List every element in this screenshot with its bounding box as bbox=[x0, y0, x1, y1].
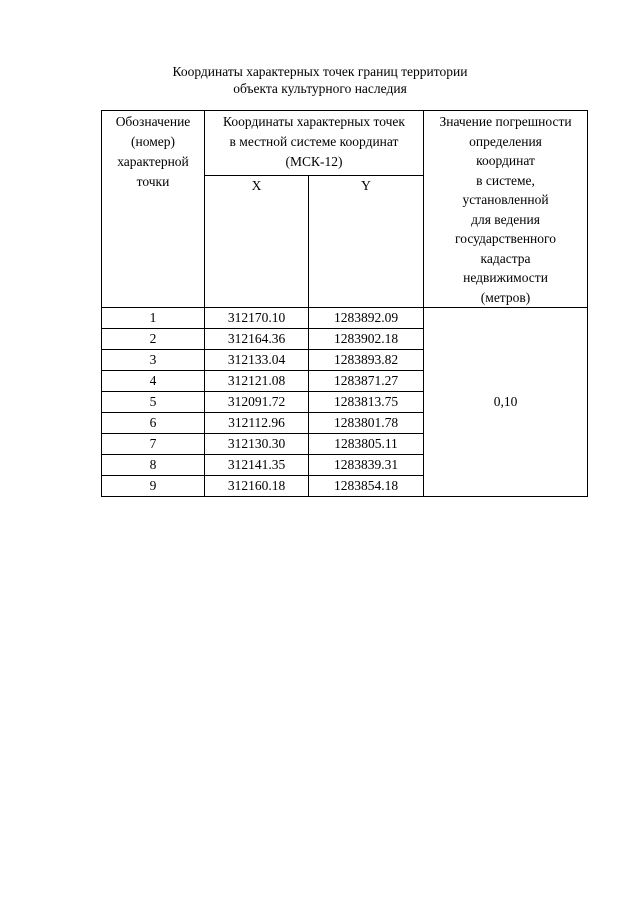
cell-y: 1283805.11 bbox=[309, 434, 424, 455]
header-error-line: для ведения bbox=[471, 211, 540, 227]
header-error-line: определения bbox=[469, 133, 542, 149]
cell-y: 1283893.82 bbox=[309, 350, 424, 371]
header-error-line: в системе, bbox=[476, 172, 535, 188]
cell-x: 312170.10 bbox=[205, 308, 309, 329]
header-coordinates-line: в местной системе координат bbox=[229, 134, 399, 149]
cell-x: 312141.35 bbox=[205, 455, 309, 476]
cell-point-number: 1 bbox=[102, 308, 205, 329]
cell-y: 1283892.09 bbox=[309, 308, 424, 329]
header-coordinates bbox=[205, 111, 424, 176]
cell-x: 312121.08 bbox=[205, 371, 309, 392]
cell-error-value: 0,10 bbox=[424, 308, 588, 497]
coordinates-table bbox=[101, 110, 588, 497]
cell-x: 312130.30 bbox=[205, 434, 309, 455]
cell-point-number: 6 bbox=[102, 413, 205, 434]
header-y: Y bbox=[309, 175, 424, 307]
cell-x: 312164.36 bbox=[205, 329, 309, 350]
document-title-line-2: объекта культурного наследия bbox=[233, 81, 407, 96]
document-title bbox=[0, 63, 640, 97]
cell-y: 1283839.31 bbox=[309, 455, 424, 476]
cell-y: 1283801.78 bbox=[309, 413, 424, 434]
cell-x: 312091.72 bbox=[205, 392, 309, 413]
header-point-number bbox=[102, 111, 205, 308]
header-x: X bbox=[205, 175, 309, 307]
header-error-line: недвижимости bbox=[463, 270, 548, 285]
cell-point-number: 5 bbox=[102, 392, 205, 413]
header-point-number-line: Обозначение bbox=[115, 114, 191, 129]
header-error-value bbox=[424, 111, 588, 308]
header-error-line: установленной bbox=[462, 192, 549, 207]
cell-point-number: 8 bbox=[102, 455, 205, 476]
header-point-number-line: точки bbox=[136, 174, 170, 189]
cell-point-number: 2 bbox=[102, 329, 205, 350]
header-error-line: государственного bbox=[455, 231, 556, 246]
header-error-line: координат bbox=[476, 153, 535, 168]
table-body bbox=[102, 308, 588, 497]
header-point-number-line: (номер) bbox=[131, 134, 175, 149]
header-point-number-line: характерной bbox=[117, 154, 189, 169]
cell-y: 1283902.18 bbox=[309, 329, 424, 350]
table-row bbox=[102, 308, 588, 329]
cell-point-number: 3 bbox=[102, 350, 205, 371]
cell-y: 1283813.75 bbox=[309, 392, 424, 413]
cell-x: 312112.96 bbox=[205, 413, 309, 434]
header-coordinates-line: Координаты характерных точек bbox=[223, 114, 405, 129]
table-header-row bbox=[102, 111, 588, 176]
cell-x: 312160.18 bbox=[205, 476, 309, 497]
header-coordinates-line: (МСК-12) bbox=[285, 154, 343, 169]
document-title-line-1: Координаты характерных точек границ территории bbox=[172, 64, 468, 79]
cell-point-number: 9 bbox=[102, 476, 205, 497]
header-error-line: кадастра bbox=[480, 250, 531, 266]
cell-x: 312133.04 bbox=[205, 350, 309, 371]
header-error-line: (метров) bbox=[480, 289, 531, 305]
header-error-line: Значение погрешности bbox=[439, 114, 572, 129]
cell-y: 1283854.18 bbox=[309, 476, 424, 497]
cell-point-number: 4 bbox=[102, 371, 205, 392]
cell-y: 1283871.27 bbox=[309, 371, 424, 392]
cell-point-number: 7 bbox=[102, 434, 205, 455]
